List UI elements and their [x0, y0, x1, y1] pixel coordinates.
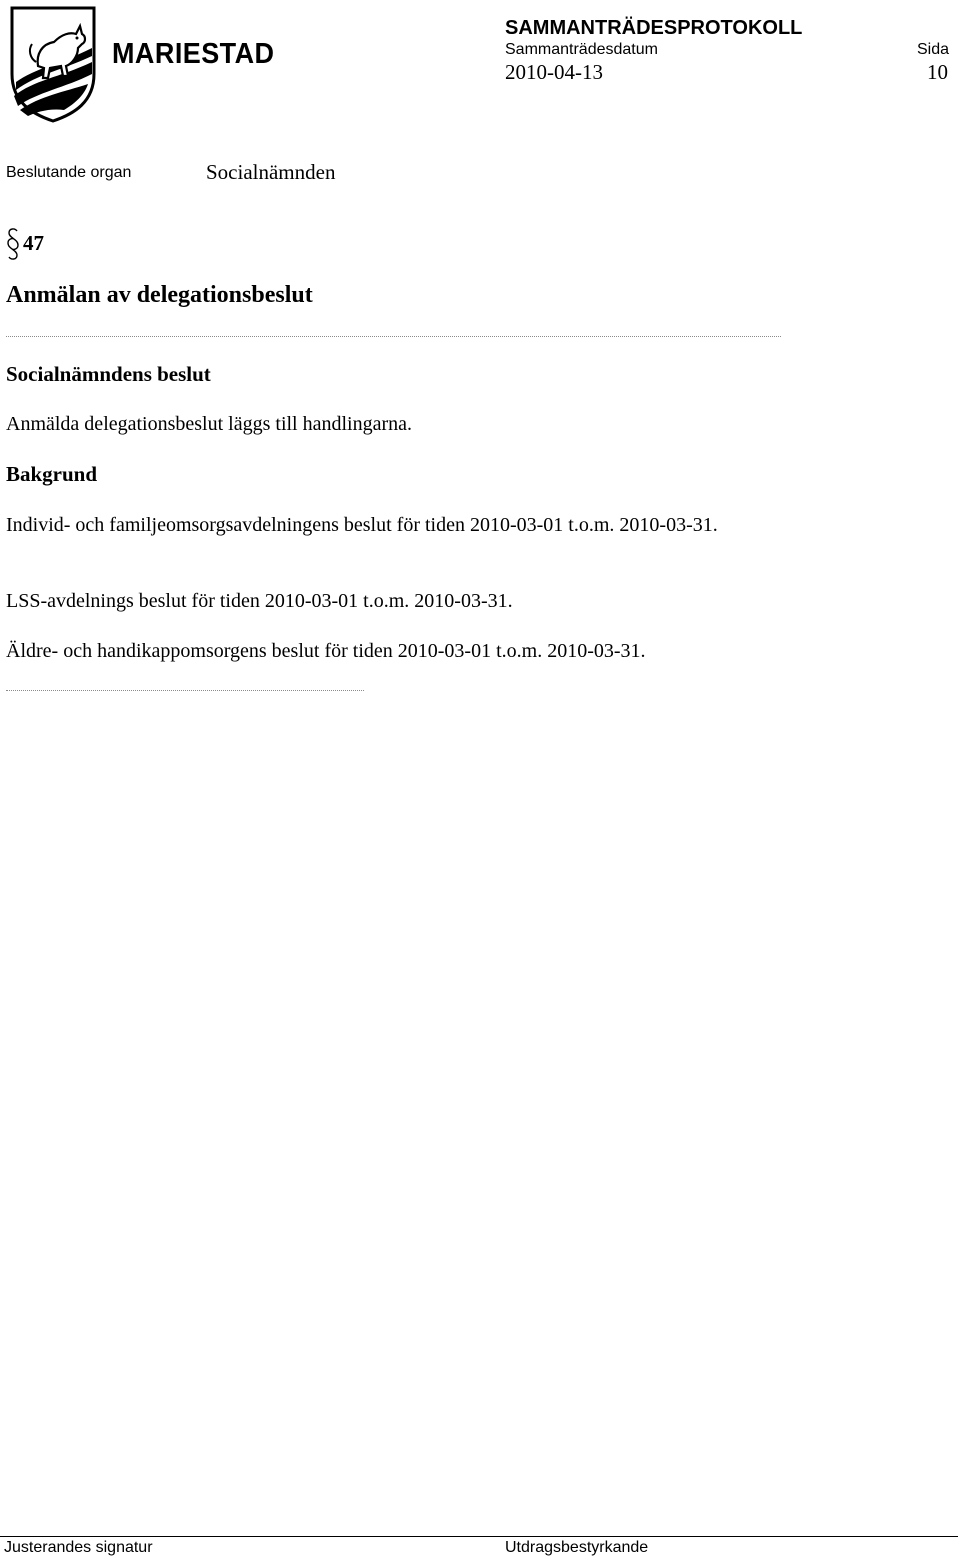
dotted-divider — [6, 690, 364, 691]
section-sign-icon — [6, 228, 20, 260]
meeting-date-label: Sammanträdesdatum — [505, 41, 658, 58]
footer-rule — [0, 1536, 958, 1537]
background-paragraph: LSS-avdelnings beslut för tiden 2010-03-01 t.o.m. 2010-03-31. — [6, 590, 513, 612]
background-paragraph: Individ- och familjeomsorgsavdelningens beslut för tiden 2010-03-01 t.o.m. 2010-03-31. — [6, 514, 718, 536]
logo-wordmark: MARIESTAD — [112, 38, 275, 70]
page-label: Sida — [917, 41, 950, 58]
document-type: SAMMANTRÄDESPROTOKOLL — [505, 17, 803, 39]
section-number: 47 — [23, 231, 44, 255]
dotted-divider — [6, 336, 781, 337]
section-title: Anmälan av delegationsbeslut — [6, 282, 313, 308]
background-paragraph: Äldre- och handikappomsorgens beslut för tiden 2010-03-01 t.o.m. 2010-03-31. — [6, 640, 646, 662]
signature-label: Justerandes signatur — [4, 1539, 153, 1556]
meeting-date: 2010-04-13 — [505, 60, 603, 84]
decision-body-value: Socialnämnden — [206, 160, 336, 184]
decision-heading: Socialnämndens beslut — [6, 362, 211, 386]
decision-text: Anmälda delegationsbeslut läggs till handlingarna. — [6, 413, 413, 435]
background-heading: Bakgrund — [6, 462, 98, 486]
coat-of-arms-icon — [8, 4, 98, 124]
page-number: 10 — [927, 60, 948, 84]
decision-body-label: Beslutande organ — [6, 164, 132, 181]
certification-label: Utdragsbestyrkande — [505, 1539, 649, 1556]
